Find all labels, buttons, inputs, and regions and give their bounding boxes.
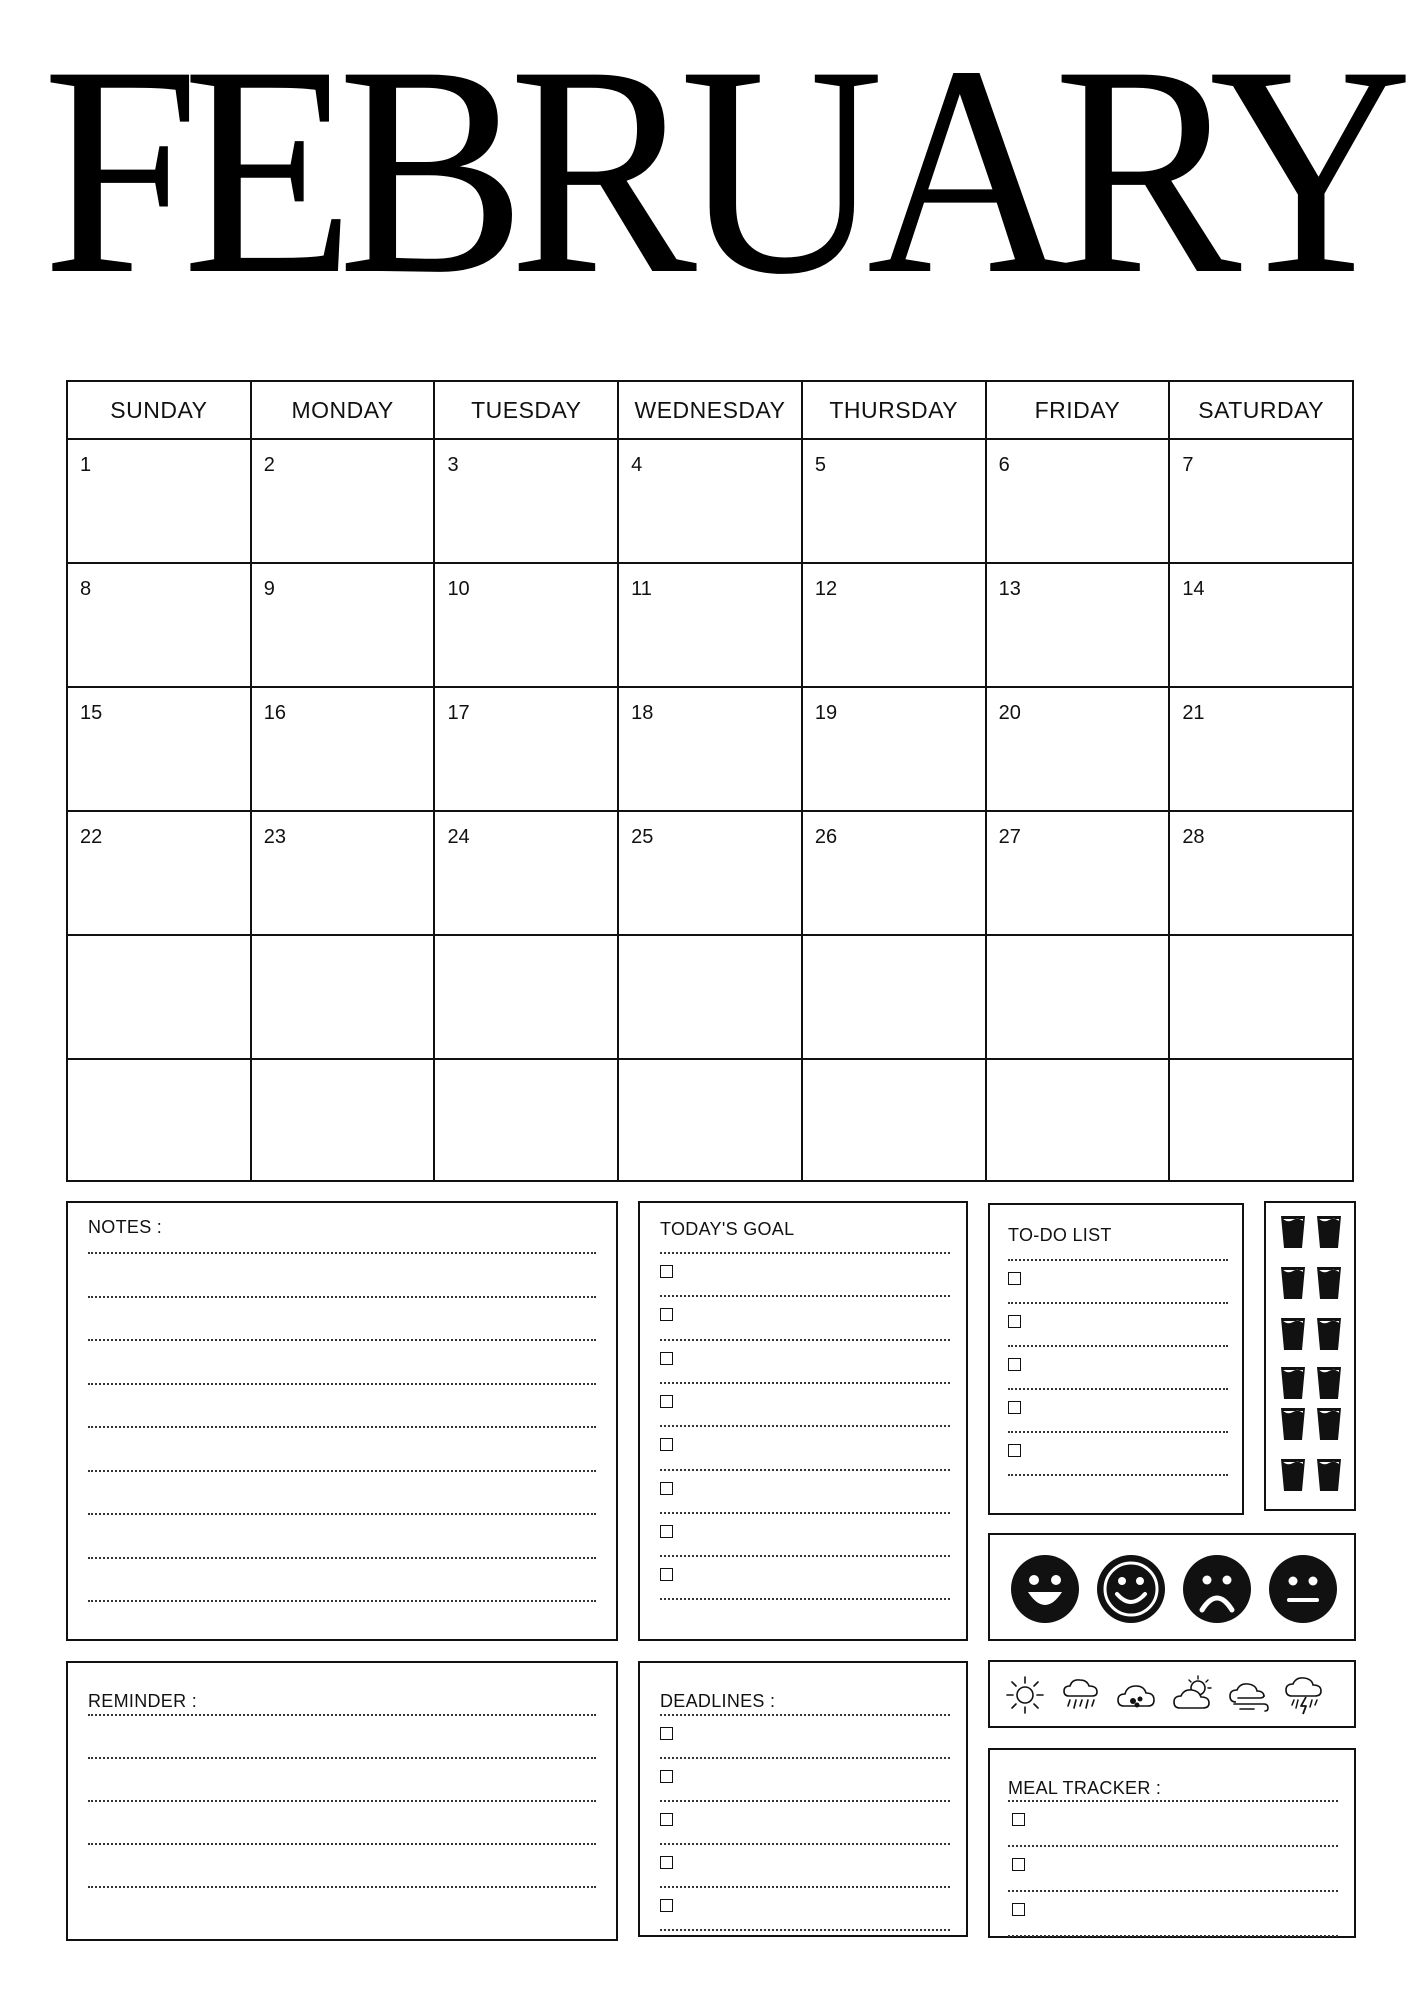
water-tracker-box xyxy=(1264,1201,1356,1511)
day-number: 18 xyxy=(631,702,654,724)
day-number: 13 xyxy=(998,578,1021,600)
todays-goal-label: TODAY'S GOAL xyxy=(660,1219,795,1239)
water-glass-icon[interactable] xyxy=(1280,1317,1306,1351)
writing-line[interactable] xyxy=(88,1383,596,1385)
writing-line xyxy=(1008,1474,1228,1476)
day-number: 4 xyxy=(631,454,643,476)
checkbox[interactable] xyxy=(660,1770,673,1783)
checkbox[interactable] xyxy=(660,1525,673,1538)
writing-line xyxy=(1008,1935,1338,1937)
calendar-week xyxy=(68,1060,1352,1182)
day-cell[interactable] xyxy=(803,688,987,810)
snow-cloud-icon[interactable] xyxy=(1116,1674,1158,1716)
day-cell[interactable] xyxy=(435,812,619,934)
checkbox[interactable] xyxy=(1012,1858,1025,1871)
checkbox[interactable] xyxy=(660,1813,673,1826)
day-cell[interactable] xyxy=(1170,440,1352,562)
day-cell[interactable] xyxy=(619,1060,803,1182)
writing-line xyxy=(660,1714,950,1716)
day-number: 10 xyxy=(447,578,470,600)
calendar-week xyxy=(68,688,1352,812)
writing-line xyxy=(1008,1388,1228,1390)
day-cell[interactable] xyxy=(619,564,803,686)
checkbox[interactable] xyxy=(1008,1444,1021,1457)
sad-face-icon[interactable] xyxy=(1182,1554,1252,1624)
writing-line xyxy=(660,1512,950,1514)
writing-line xyxy=(660,1382,950,1384)
calendar-week xyxy=(68,440,1352,564)
day-cell[interactable] xyxy=(1170,1060,1352,1182)
day-number: 12 xyxy=(814,578,838,600)
weekday-saturday: SATURDAY xyxy=(1198,396,1325,423)
checkbox[interactable] xyxy=(1012,1813,1025,1826)
day-cell[interactable] xyxy=(619,812,803,934)
water-glass-icon[interactable] xyxy=(1316,1458,1342,1492)
water-glass-icon[interactable] xyxy=(1316,1407,1342,1441)
writing-line xyxy=(660,1800,950,1802)
day-number: 23 xyxy=(263,826,286,848)
meal-tracker-label: MEAL TRACKER : xyxy=(1008,1778,1162,1798)
writing-line xyxy=(1008,1431,1228,1433)
day-cell[interactable] xyxy=(435,936,619,1058)
writing-line[interactable] xyxy=(88,1513,596,1515)
day-number: 28 xyxy=(1182,826,1205,848)
day-cell[interactable] xyxy=(68,440,252,562)
day-cell[interactable] xyxy=(987,812,1171,934)
writing-line xyxy=(1008,1259,1228,1261)
day-number: 22 xyxy=(80,826,103,848)
weekday-tuesday: TUESDAY xyxy=(435,382,619,438)
weather-tracker-box xyxy=(988,1660,1356,1728)
checkbox[interactable] xyxy=(660,1568,673,1581)
day-cell[interactable] xyxy=(435,1060,619,1182)
day-cell[interactable] xyxy=(987,440,1171,562)
day-number: 2 xyxy=(263,454,275,476)
writing-line[interactable] xyxy=(88,1800,596,1802)
day-cell[interactable] xyxy=(619,440,803,562)
day-cell[interactable] xyxy=(987,564,1171,686)
day-cell[interactable] xyxy=(987,936,1171,1058)
calendar-week xyxy=(68,936,1352,1060)
day-number: 6 xyxy=(998,454,1010,476)
day-cell[interactable] xyxy=(1170,936,1352,1058)
water-glass-icon[interactable] xyxy=(1316,1215,1342,1249)
checkbox[interactable] xyxy=(660,1352,673,1365)
day-number: 27 xyxy=(998,826,1021,848)
day-number: 26 xyxy=(814,826,838,848)
checkbox[interactable] xyxy=(1012,1903,1025,1916)
checkbox[interactable] xyxy=(660,1395,673,1408)
day-cell[interactable] xyxy=(68,564,252,686)
deadlines-box xyxy=(638,1661,968,1937)
writing-line[interactable] xyxy=(88,1714,596,1716)
day-cell[interactable] xyxy=(435,688,619,810)
weekday-monday: MONDAY xyxy=(252,382,436,438)
writing-line[interactable] xyxy=(88,1557,596,1559)
deadlines-label: DEADLINES : xyxy=(660,1691,776,1711)
thunderstorm-icon[interactable] xyxy=(1284,1674,1326,1716)
checkbox[interactable] xyxy=(1008,1401,1021,1414)
day-cell[interactable] xyxy=(803,440,987,562)
writing-line xyxy=(660,1252,950,1254)
writing-line[interactable] xyxy=(88,1339,596,1341)
meal-tracker-box xyxy=(988,1748,1356,1938)
day-cell[interactable] xyxy=(68,936,252,1058)
day-cell[interactable] xyxy=(803,812,987,934)
day-cell[interactable] xyxy=(619,688,803,810)
writing-line xyxy=(1008,1345,1228,1347)
day-cell[interactable] xyxy=(435,440,619,562)
writing-line xyxy=(1008,1845,1338,1847)
water-glass-icon[interactable] xyxy=(1280,1407,1306,1441)
smiling-face-icon[interactable] xyxy=(1096,1554,1166,1624)
day-cell[interactable] xyxy=(619,936,803,1058)
laughing-face-icon[interactable] xyxy=(1010,1554,1080,1624)
checkbox[interactable] xyxy=(660,1856,673,1869)
writing-line[interactable] xyxy=(88,1886,596,1888)
day-number: 15 xyxy=(80,702,103,724)
day-cell[interactable] xyxy=(987,688,1171,810)
day-cell[interactable] xyxy=(987,1060,1171,1182)
water-glass-icon[interactable] xyxy=(1316,1266,1342,1300)
water-glass-icon[interactable] xyxy=(1280,1458,1306,1492)
day-cell[interactable] xyxy=(803,564,987,686)
day-number: 16 xyxy=(263,702,286,724)
day-number: 19 xyxy=(814,702,838,724)
day-cell[interactable] xyxy=(252,812,436,934)
day-number: 21 xyxy=(1182,702,1205,724)
day-cell[interactable] xyxy=(803,1060,987,1182)
day-number: 3 xyxy=(447,454,459,476)
day-cell[interactable] xyxy=(252,688,436,810)
checkbox[interactable] xyxy=(660,1265,673,1278)
writing-line[interactable] xyxy=(88,1426,596,1428)
water-glass-icon[interactable] xyxy=(1316,1366,1342,1400)
weekday-friday: FRIDAY xyxy=(987,382,1171,438)
writing-line xyxy=(660,1843,950,1845)
writing-line xyxy=(660,1598,950,1600)
writing-line[interactable] xyxy=(88,1296,596,1298)
day-number: 7 xyxy=(1182,454,1194,476)
writing-line xyxy=(660,1425,950,1427)
day-cell[interactable] xyxy=(252,936,436,1058)
todays-goal-box xyxy=(638,1201,968,1641)
partly-cloudy-icon[interactable] xyxy=(1172,1674,1214,1716)
day-cell[interactable] xyxy=(68,688,252,810)
water-glass-icon[interactable] xyxy=(1280,1366,1306,1400)
checkbox[interactable] xyxy=(660,1308,673,1321)
writing-line xyxy=(660,1295,950,1297)
checkbox[interactable] xyxy=(1008,1358,1021,1371)
day-number: 1 xyxy=(80,454,92,476)
notes-label: NOTES : xyxy=(88,1217,163,1237)
checkbox[interactable] xyxy=(1008,1315,1021,1328)
calendar-week xyxy=(68,564,1352,688)
writing-line xyxy=(660,1469,950,1471)
day-cell[interactable] xyxy=(68,1060,252,1182)
day-number: 24 xyxy=(447,826,470,848)
day-cell[interactable] xyxy=(252,1060,436,1182)
writing-line[interactable] xyxy=(88,1843,596,1845)
writing-line xyxy=(1008,1302,1228,1304)
weekday-header xyxy=(68,382,1352,440)
day-number: 20 xyxy=(998,702,1021,724)
day-cell[interactable] xyxy=(1170,564,1352,686)
day-cell[interactable] xyxy=(68,812,252,934)
neutral-face-icon[interactable] xyxy=(1268,1554,1338,1624)
writing-line[interactable] xyxy=(88,1470,596,1472)
day-cell[interactable] xyxy=(803,936,987,1058)
day-number: 11 xyxy=(631,578,652,600)
writing-line xyxy=(660,1886,950,1888)
writing-line[interactable] xyxy=(88,1600,596,1602)
day-cell[interactable] xyxy=(1170,688,1352,810)
checkbox[interactable] xyxy=(660,1438,673,1451)
weekday-sunday: SUNDAY xyxy=(68,382,252,438)
day-number: 17 xyxy=(447,702,470,724)
calendar-grid xyxy=(66,380,1354,1182)
page-title: FEBRUARY xyxy=(42,4,1396,336)
wind-icon[interactable] xyxy=(1228,1674,1270,1716)
day-number: 14 xyxy=(1182,578,1205,600)
checkbox[interactable] xyxy=(660,1727,673,1740)
writing-line xyxy=(660,1339,950,1341)
checkbox[interactable] xyxy=(1008,1272,1021,1285)
day-cell[interactable] xyxy=(435,564,619,686)
checkbox[interactable] xyxy=(660,1482,673,1495)
sun-icon[interactable] xyxy=(1004,1674,1046,1716)
rain-icon[interactable] xyxy=(1060,1674,1102,1716)
writing-line xyxy=(1008,1800,1338,1802)
writing-line[interactable] xyxy=(88,1252,596,1254)
day-number: 5 xyxy=(814,454,826,476)
checkbox[interactable] xyxy=(660,1899,673,1912)
day-cell[interactable] xyxy=(252,440,436,562)
day-number: 8 xyxy=(80,578,92,600)
day-cell[interactable] xyxy=(252,564,436,686)
day-number: 25 xyxy=(631,826,654,848)
calendar-week xyxy=(68,812,1352,936)
writing-line xyxy=(1008,1890,1338,1892)
writing-line[interactable] xyxy=(88,1757,596,1759)
water-glass-icon[interactable] xyxy=(1316,1317,1342,1351)
todo-list-label: TO-DO LIST xyxy=(1008,1225,1112,1245)
day-cell[interactable] xyxy=(1170,812,1352,934)
weekday-wednesday: WEDNESDAY xyxy=(619,382,803,438)
writing-line xyxy=(660,1757,950,1759)
water-glass-icon[interactable] xyxy=(1280,1215,1306,1249)
reminder-label: REMINDER : xyxy=(88,1691,198,1711)
mood-tracker-box xyxy=(988,1533,1356,1641)
todo-list-box xyxy=(988,1203,1244,1515)
weekday-thursday: THURSDAY xyxy=(803,382,987,438)
water-glass-icon[interactable] xyxy=(1280,1266,1306,1300)
reminder-box[interactable] xyxy=(66,1661,618,1941)
notes-box[interactable] xyxy=(66,1201,618,1641)
writing-line xyxy=(660,1555,950,1557)
writing-line xyxy=(660,1929,950,1931)
day-number: 9 xyxy=(263,578,275,600)
